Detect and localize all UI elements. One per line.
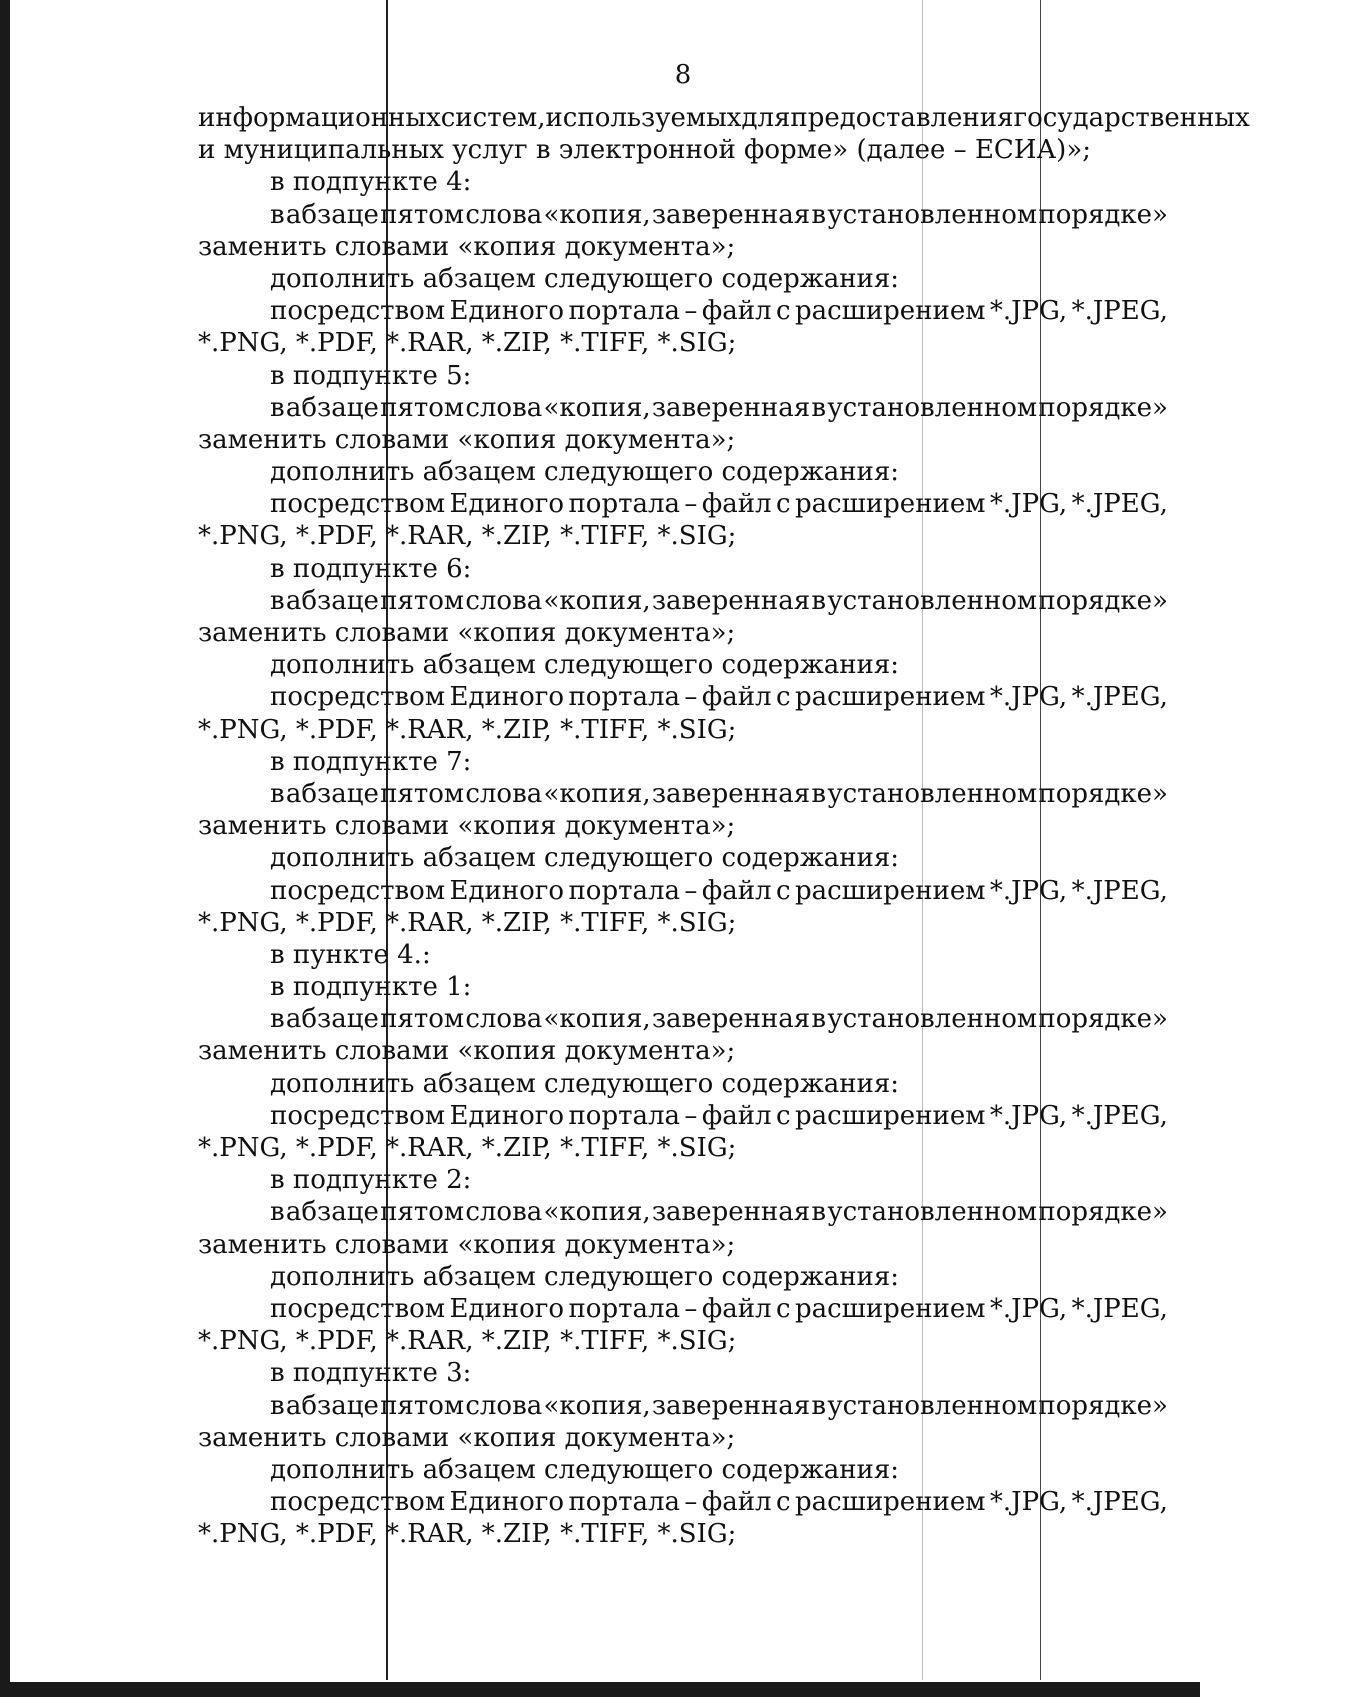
text-word: в	[270, 585, 285, 616]
text-word: портала	[568, 1487, 680, 1518]
text-word: слова	[465, 1197, 543, 1228]
text-word: для	[741, 103, 791, 133]
text-word: *.JPG,	[989, 489, 1068, 520]
text-line	[198, 1003, 1168, 1035]
text-line: в подпункте 3:	[270, 1358, 472, 1389]
text-word: в	[811, 1004, 827, 1035]
text-line	[198, 295, 1168, 327]
text-word: *.JPEG,	[1071, 1100, 1168, 1131]
text-word: пятом	[380, 392, 465, 423]
text-word: посредством	[270, 1487, 446, 1518]
text-word: расширением	[794, 875, 986, 906]
text-line	[198, 1293, 1168, 1325]
text-word: абзаце	[285, 585, 379, 616]
text-word: слова	[465, 199, 543, 230]
text-word: расширением	[794, 1100, 986, 1131]
text-word: «копия,	[543, 392, 651, 423]
text-line: в подпункте 2:	[270, 1165, 472, 1196]
text-word: Единого	[449, 1487, 565, 1518]
text-word: расширением	[794, 1487, 986, 1518]
text-word: в	[811, 1390, 827, 1421]
text-word: портала	[568, 682, 680, 713]
text-line: в подпункте 1:	[270, 972, 472, 1003]
text-word: с	[775, 875, 791, 906]
text-line: в подпункте 6:	[270, 553, 472, 584]
text-word: в	[270, 1390, 285, 1421]
text-line: заменить словами «копия документа»;	[198, 424, 736, 455]
text-line	[198, 1196, 1168, 1228]
text-word: заверенная	[651, 778, 811, 809]
text-line	[198, 585, 1168, 617]
text-line: дополнить абзацем следующего содержания:	[270, 1068, 900, 1099]
text-word: портала	[568, 489, 680, 520]
text-word: установленном	[827, 1197, 1038, 1228]
text-line	[198, 488, 1168, 520]
text-word: абзаце	[285, 392, 379, 423]
text-word: абзаце	[285, 1390, 379, 1421]
text-line: дополнить абзацем следующего содержания:	[270, 1261, 900, 1292]
text-line: *.PNG, *.PDF, *.RAR, *.ZIP, *.TIFF, *.SIG;	[198, 714, 737, 745]
text-word: *.JPG,	[989, 296, 1068, 327]
text-line	[198, 1100, 1168, 1132]
text-word: портала	[568, 1100, 680, 1131]
text-word: установленном	[827, 1004, 1038, 1035]
text-word: посредством	[270, 682, 446, 713]
text-word: файл	[701, 489, 772, 520]
text-word: «копия,	[543, 778, 651, 809]
text-line: *.PNG, *.PDF, *.RAR, *.ZIP, *.TIFF, *.SIG;	[198, 521, 737, 552]
text-word: абзаце	[285, 199, 379, 230]
text-word: абзаце	[285, 1197, 379, 1228]
text-word: в	[270, 778, 285, 809]
text-line: заменить словами «копия документа»;	[198, 231, 736, 262]
text-word: –	[684, 1487, 698, 1518]
text-word: с	[775, 1100, 791, 1131]
text-word: порядке»	[1038, 778, 1168, 809]
text-word: абзаце	[285, 1004, 379, 1035]
text-line: *.PNG, *.PDF, *.RAR, *.ZIP, *.TIFF, *.SIG;	[198, 328, 737, 359]
text-line: заменить словами «копия документа»;	[198, 1422, 736, 1453]
text-word: заверенная	[651, 585, 811, 616]
text-word: порядке»	[1038, 585, 1168, 616]
text-word: порядке»	[1038, 1004, 1168, 1035]
text-word: слова	[465, 585, 543, 616]
text-line: заменить словами «копия документа»;	[198, 618, 736, 648]
text-line	[198, 199, 1168, 231]
text-word: в	[270, 199, 285, 230]
text-word: расширением	[794, 489, 986, 520]
text-word: используемых	[545, 103, 742, 133]
text-word: Единого	[449, 1293, 565, 1324]
text-line: дополнить абзацем следующего содержания:	[270, 263, 900, 294]
text-word: файл	[701, 875, 772, 906]
text-word: установленном	[827, 585, 1038, 616]
text-line	[198, 1486, 1168, 1518]
text-word: «копия,	[543, 1390, 651, 1421]
text-word: слова	[465, 1390, 543, 1421]
text-word: Единого	[449, 296, 565, 327]
text-word: портала	[568, 296, 680, 327]
text-word: информационных	[198, 103, 441, 133]
page-number: 8	[674, 60, 692, 90]
text-word: *.JPEG,	[1071, 1293, 1168, 1324]
text-word: Единого	[449, 1100, 565, 1131]
text-word: заверенная	[651, 1197, 811, 1228]
text-line: в подпункте 4:	[270, 167, 472, 198]
text-word: установленном	[827, 778, 1038, 809]
text-word: в	[811, 392, 827, 423]
text-line: дополнить абзацем следующего содержания:	[270, 1454, 900, 1485]
text-line: в подпункте 7:	[270, 746, 472, 777]
text-word: порядке»	[1038, 392, 1168, 423]
text-word: установленном	[827, 1390, 1038, 1421]
text-word: порядке»	[1038, 199, 1168, 230]
text-word: в	[270, 392, 285, 423]
text-word: «копия,	[543, 1197, 651, 1228]
text-word: *.JPEG,	[1071, 875, 1168, 906]
text-word: в	[270, 1197, 285, 1228]
text-word: расширением	[794, 296, 986, 327]
text-word: *.JPG,	[989, 1487, 1068, 1518]
text-word: посредством	[270, 875, 446, 906]
text-word: Единого	[449, 489, 565, 520]
text-word: *.JPG,	[989, 1100, 1068, 1131]
text-word: с	[775, 1293, 791, 1324]
text-word: посредством	[270, 1100, 446, 1131]
text-word: *.JPEG,	[1071, 296, 1168, 327]
text-word: в	[811, 199, 827, 230]
scan-edge-left	[0, 0, 10, 1697]
text-word: систем,	[440, 103, 546, 133]
text-word: –	[684, 1100, 698, 1131]
text-line: дополнить абзацем следующего содержания:	[270, 650, 900, 681]
text-line: заменить словами «копия документа»;	[198, 1229, 736, 1260]
text-word: заверенная	[651, 1390, 811, 1421]
text-line: в подпункте 5:	[270, 360, 472, 391]
text-word: –	[684, 875, 698, 906]
text-line: дополнить абзацем следующего содержания:	[270, 843, 900, 874]
text-line: *.PNG, *.PDF, *.RAR, *.ZIP, *.TIFF, *.SIG;	[198, 907, 737, 938]
text-word: файл	[701, 296, 772, 327]
text-word: расширением	[794, 682, 986, 713]
text-line	[198, 681, 1168, 713]
text-line	[198, 875, 1168, 907]
text-word: –	[684, 1293, 698, 1324]
text-word: *.JPG,	[989, 682, 1068, 713]
text-word: посредством	[270, 296, 446, 327]
text-word: слова	[465, 1004, 543, 1035]
text-word: *.JPG,	[989, 1293, 1068, 1324]
text-word: *.JPEG,	[1071, 1487, 1168, 1518]
text-word: с	[775, 296, 791, 327]
text-word: пятом	[380, 1390, 465, 1421]
text-word: установленном	[827, 392, 1038, 423]
text-word: с	[775, 1487, 791, 1518]
text-line: дополнить абзацем следующего содержания:	[270, 457, 900, 488]
text-word: файл	[701, 682, 772, 713]
text-word: в	[811, 778, 827, 809]
text-word: пятом	[380, 585, 465, 616]
text-word: –	[684, 682, 698, 713]
text-line	[198, 1390, 1168, 1422]
text-word: заверенная	[651, 199, 811, 230]
text-word: в	[811, 585, 827, 616]
text-word: слова	[465, 778, 543, 809]
text-word: расширением	[794, 1293, 986, 1324]
text-word: в	[811, 1197, 827, 1228]
text-line: *.PNG, *.PDF, *.RAR, *.ZIP, *.TIFF, *.SIG;	[198, 1326, 737, 1357]
text-word: посредством	[270, 1293, 446, 1324]
text-word: пятом	[380, 1197, 465, 1228]
text-word: файл	[701, 1100, 772, 1131]
text-word: государственных	[1013, 103, 1250, 133]
text-word: предоставления	[790, 103, 1014, 133]
text-word: «копия,	[543, 1004, 651, 1035]
text-word: портала	[568, 875, 680, 906]
text-word: *.JPG,	[989, 875, 1068, 906]
text-word: с	[775, 682, 791, 713]
text-line: заменить словами «копия документа»;	[198, 811, 736, 842]
scan-edge-bottom	[0, 1682, 1200, 1697]
document-body	[198, 102, 1250, 1550]
text-word: порядке»	[1038, 1390, 1168, 1421]
text-word: «копия,	[543, 199, 651, 230]
text-word: установленном	[827, 199, 1038, 230]
text-word: Единого	[449, 682, 565, 713]
text-line	[198, 102, 1250, 134]
text-word: с	[775, 489, 791, 520]
text-line: заменить словами «копия документа»;	[198, 1036, 736, 1067]
text-word: –	[684, 296, 698, 327]
text-line: и муниципальных услуг в электронной форме» (далее – ЕСИА)»;	[198, 135, 1091, 166]
text-word: *.JPEG,	[1071, 682, 1168, 713]
text-word: файл	[701, 1293, 772, 1324]
text-word: в	[270, 1004, 285, 1035]
text-word: пятом	[380, 778, 465, 809]
text-line: *.PNG, *.PDF, *.RAR, *.ZIP, *.TIFF, *.SIG;	[198, 1133, 737, 1163]
text-word: слова	[465, 392, 543, 423]
text-line: *.PNG, *.PDF, *.RAR, *.ZIP, *.TIFF, *.SIG;	[198, 1519, 737, 1550]
text-word: портала	[568, 1293, 680, 1324]
text-word: заверенная	[651, 392, 811, 423]
text-line: в пункте 4.:	[270, 939, 431, 970]
text-word: порядке»	[1038, 1197, 1168, 1228]
text-word: пятом	[380, 1004, 465, 1035]
text-word: –	[684, 489, 698, 520]
text-word: *.JPEG,	[1071, 489, 1168, 520]
text-word: абзаце	[285, 778, 379, 809]
text-word: «копия,	[543, 585, 651, 616]
text-word: файл	[701, 1487, 772, 1518]
text-word: пятом	[380, 199, 465, 230]
text-word: посредством	[270, 489, 446, 520]
text-word: заверенная	[651, 1004, 811, 1035]
text-line	[198, 392, 1168, 424]
text-line	[198, 778, 1168, 810]
text-word: Единого	[449, 875, 565, 906]
